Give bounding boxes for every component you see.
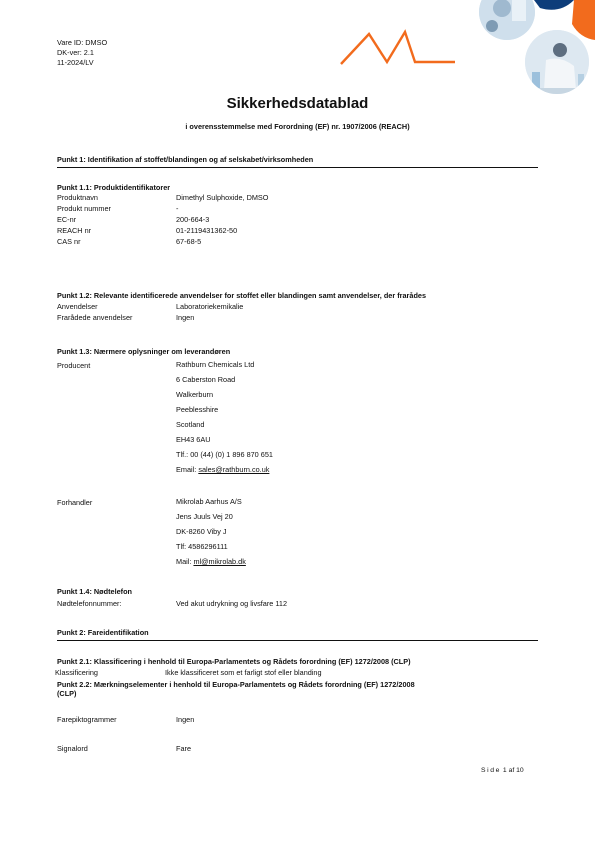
company-logo — [337, 22, 467, 74]
section-1-2-labels — [57, 301, 132, 323]
producer-line: Rathburn Chemicals Ltd — [176, 360, 255, 369]
reach-number-label: REACH nr — [57, 226, 92, 235]
classification-value: Ikke klassificeret som et farligt stof eller blanding — [165, 668, 322, 677]
product-number-label: Produkt nummer — [57, 204, 111, 213]
section-1-1-labels — [57, 192, 111, 247]
dealer-line: Mikrolab Aarhus A/S — [176, 497, 242, 506]
signal-word-value: Fare — [176, 744, 192, 753]
dealer-label: Forhandler — [57, 498, 93, 507]
producer-line: 6 Caberston Road — [176, 375, 236, 384]
dealer-line: DK-8260 Viby J — [176, 527, 227, 536]
uses-value: Laboratoriekemikalie — [176, 302, 244, 311]
producer-address — [176, 357, 273, 477]
producer-line: EH43 6AU — [176, 435, 211, 444]
section-2-2-heading-line: Punkt 2.2: Mærkningselementer i henhold til Europa-Parlamentets og Rådets forordning (EF) 1272/2008 — [57, 680, 415, 689]
item-id: Vare ID: DMSO — [57, 38, 108, 47]
producer-line: Walkerburn — [176, 390, 214, 399]
revision-date: 11-2024/LV — [57, 58, 94, 67]
section-1-2-heading: Punkt 1.2: Relevante identificerede anvendelser for stoffet eller blandingen samt anvendelser, der frarådes — [57, 291, 427, 300]
section-1-1-heading: Punkt 1.1: Produktidentifikatorer — [57, 183, 171, 192]
emergency-phone-label: Nødtelefonnummer: — [57, 599, 122, 608]
dealer-line: Jens Juuls Vej 20 — [176, 512, 233, 521]
dealer-address — [176, 494, 246, 569]
pictogram-value: Ingen — [176, 715, 195, 724]
advised-against-value: Ingen — [176, 313, 195, 322]
page-number: 1 — [502, 767, 507, 774]
producer-line: Scotland — [176, 420, 205, 429]
ec-number-value: 200-664-3 — [176, 215, 210, 224]
section-1-4-heading: Punkt 1.4: Nødtelefon — [57, 587, 132, 596]
producer-line: Peeblesshire — [176, 405, 219, 414]
dealer-mail-prefix: Mail: — [176, 557, 194, 566]
side-word: Side — [481, 767, 502, 774]
page-total: af 10 — [508, 767, 524, 774]
section-2-divider — [57, 640, 538, 641]
advised-against-label: Frarådede anvendelser — [57, 313, 133, 322]
emergency-phone-value: Ved akut udrykning og livsfare 112 — [176, 599, 288, 608]
section-2-heading: Punkt 2: Fareidentifikation — [57, 628, 149, 637]
section-1-heading: Punkt 1: Identifikation af stoffet/blandingen og af selskabet/virksomheden — [57, 155, 314, 164]
producer-line: Tlf.: 00 (44) (0) 1 896 870 651 — [176, 450, 273, 459]
document-subtitle: i overensstemmelse med Forordning (EF) nr. 1907/2006 (REACH) — [185, 122, 410, 131]
uses-label: Anvendelser — [57, 302, 98, 311]
ec-number-label: EC-nr — [57, 215, 77, 224]
pictogram-label: Farepiktogrammer — [57, 715, 117, 724]
section-2-1-heading: Punkt 2.1: Klassificering i henhold til Europa-Parlamentets og Rådets forordning (EF) 1272/2008 (CLP) — [57, 657, 411, 666]
cas-number-value: 67-68-5 — [176, 237, 202, 246]
product-name-value: Dimethyl Sulphoxide, DMSO — [176, 193, 269, 202]
producer-label: Producent — [57, 361, 91, 370]
lab-photo-collage — [462, 0, 595, 105]
signal-word-label: Signalord — [57, 744, 88, 753]
version: DK-ver: 2.1 — [57, 48, 94, 57]
dealer-line: Tlf: 4586296111 — [176, 542, 228, 551]
producer-email-line — [176, 462, 273, 477]
dealer-mail-line — [176, 554, 246, 569]
producer-email-prefix: Email: — [176, 465, 199, 474]
document-meta — [57, 38, 107, 68]
reach-number-value: 01-2119431362-50 — [176, 226, 238, 235]
section-1-2-values — [176, 301, 243, 323]
document-title: Sikkerhedsdatablad — [226, 95, 369, 112]
classification-label: Klassificering — [55, 668, 98, 677]
dealer-mail-link[interactable]: ml@mikrolab.dk — [193, 557, 246, 566]
product-number-value: - — [176, 204, 179, 213]
producer-email-link[interactable]: sales@rathburn.co.uk — [198, 465, 270, 474]
product-name-label: Produktnavn — [57, 193, 98, 202]
section-2-2-heading-line: (CLP) — [57, 689, 77, 698]
section-2-2-heading — [57, 680, 415, 698]
section-1-3-heading: Punkt 1.3: Nærmere oplysninger om leverandøren — [57, 347, 231, 356]
cas-number-label: CAS nr — [57, 237, 81, 246]
section-1-divider — [57, 167, 538, 168]
section-1-1-values — [176, 192, 268, 247]
page-footer — [481, 767, 524, 774]
